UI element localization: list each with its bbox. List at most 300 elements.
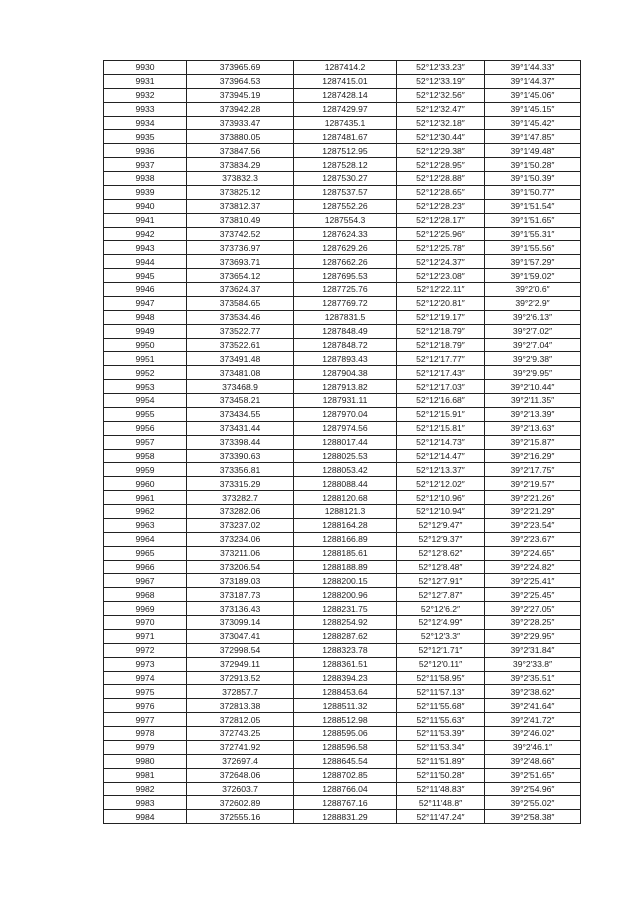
coordinates-table-body [104,61,581,824]
latitude-cell: 52°12′32.47″ [397,102,485,116]
x-coordinate-cell: 373491.48 [187,352,294,366]
x-coordinate-cell: 373624.37 [187,283,294,297]
longitude-cell: 39°1′55.31″ [485,227,581,241]
latitude-cell: 52°12′7.91″ [397,574,485,588]
latitude-cell: 52°12′33.23″ [397,61,485,75]
table-row [104,518,581,532]
point-number-cell: 9961 [104,491,187,505]
latitude-cell: 52°12′24.37″ [397,255,485,269]
latitude-cell: 52°12′8.48″ [397,560,485,574]
y-coordinate-cell: 1288231.75 [294,602,397,616]
longitude-cell: 39°2′9.95″ [485,366,581,380]
y-coordinate-cell: 1288121.3 [294,505,397,519]
longitude-cell: 39°1′59.02″ [485,269,581,283]
latitude-cell: 52°12′28.17″ [397,213,485,227]
table-row [104,477,581,491]
longitude-cell: 39°2′29.95″ [485,629,581,643]
x-coordinate-cell: 372743.25 [187,727,294,741]
point-number-cell: 9973 [104,657,187,671]
x-coordinate-cell: 372812.05 [187,713,294,727]
y-coordinate-cell: 1288595.06 [294,727,397,741]
x-coordinate-cell: 373847.56 [187,144,294,158]
x-coordinate-cell: 373390.63 [187,449,294,463]
table-row [104,463,581,477]
y-coordinate-cell: 1287629.26 [294,241,397,255]
latitude-cell: 52°11′55.63″ [397,713,485,727]
y-coordinate-cell: 1288164.28 [294,518,397,532]
x-coordinate-cell: 373810.49 [187,213,294,227]
table-row [104,754,581,768]
latitude-cell: 52°12′25.78″ [397,241,485,255]
latitude-cell: 52°12′14.73″ [397,435,485,449]
y-coordinate-cell: 1288453.64 [294,685,397,699]
y-coordinate-cell: 1287530.27 [294,172,397,186]
longitude-cell: 39°2′16.29″ [485,449,581,463]
table-row [104,213,581,227]
y-coordinate-cell: 1287913.82 [294,380,397,394]
y-coordinate-cell: 1288120.68 [294,491,397,505]
latitude-cell: 52°12′1.71″ [397,643,485,657]
x-coordinate-cell: 373736.97 [187,241,294,255]
longitude-cell: 39°2′41.64″ [485,699,581,713]
point-number-cell: 9955 [104,407,187,421]
point-number-cell: 9952 [104,366,187,380]
x-coordinate-cell: 372857.7 [187,685,294,699]
y-coordinate-cell: 1287970.04 [294,407,397,421]
table-row [104,643,581,657]
latitude-cell: 52°12′17.03″ [397,380,485,394]
table-row [104,61,581,75]
point-number-cell: 9974 [104,671,187,685]
point-number-cell: 9944 [104,255,187,269]
latitude-cell: 52°11′48.8″ [397,796,485,810]
longitude-cell: 39°2′17.75″ [485,463,581,477]
y-coordinate-cell: 1288766.04 [294,782,397,796]
longitude-cell: 39°2′46.02″ [485,727,581,741]
table-row [104,768,581,782]
latitude-cell: 52°12′4.99″ [397,616,485,630]
point-number-cell: 9969 [104,602,187,616]
longitude-cell: 39°2′28.25″ [485,616,581,630]
point-number-cell: 9951 [104,352,187,366]
x-coordinate-cell: 372741.92 [187,740,294,754]
table-row [104,699,581,713]
y-coordinate-cell: 1287528.12 [294,158,397,172]
latitude-cell: 52°11′51.89″ [397,754,485,768]
table-row [104,560,581,574]
latitude-cell: 52°12′10.94″ [397,505,485,519]
x-coordinate-cell: 373468.9 [187,380,294,394]
latitude-cell: 52°12′33.19″ [397,74,485,88]
point-number-cell: 9941 [104,213,187,227]
longitude-cell: 39°2′33.8″ [485,657,581,671]
point-number-cell: 9938 [104,172,187,186]
point-number-cell: 9932 [104,88,187,102]
y-coordinate-cell: 1288025.53 [294,449,397,463]
point-number-cell: 9966 [104,560,187,574]
point-number-cell: 9965 [104,546,187,560]
y-coordinate-cell: 1288287.62 [294,629,397,643]
longitude-cell: 39°1′50.28″ [485,158,581,172]
x-coordinate-cell: 373832.3 [187,172,294,186]
x-coordinate-cell: 373356.81 [187,463,294,477]
table-row [104,324,581,338]
table-row [104,255,581,269]
y-coordinate-cell: 1287624.33 [294,227,397,241]
table-row [104,185,581,199]
x-coordinate-cell: 373398.44 [187,435,294,449]
longitude-cell: 39°1′50.77″ [485,185,581,199]
x-coordinate-cell: 373522.77 [187,324,294,338]
x-coordinate-cell: 373315.29 [187,477,294,491]
x-coordinate-cell: 373237.02 [187,518,294,532]
y-coordinate-cell: 1287725.76 [294,283,397,297]
point-number-cell: 9954 [104,394,187,408]
latitude-cell: 52°12′7.87″ [397,588,485,602]
longitude-cell: 39°2′31.84″ [485,643,581,657]
latitude-cell: 52°12′22.11″ [397,283,485,297]
latitude-cell: 52°11′57.13″ [397,685,485,699]
y-coordinate-cell: 1288596.58 [294,740,397,754]
y-coordinate-cell: 1287554.3 [294,213,397,227]
longitude-cell: 39°1′44.33″ [485,61,581,75]
point-number-cell: 9977 [104,713,187,727]
longitude-cell: 39°2′54.96″ [485,782,581,796]
table-row [104,283,581,297]
point-number-cell: 9963 [104,518,187,532]
point-number-cell: 9943 [104,241,187,255]
y-coordinate-cell: 1288361.51 [294,657,397,671]
y-coordinate-cell: 1287552.26 [294,199,397,213]
latitude-cell: 52°12′25.96″ [397,227,485,241]
x-coordinate-cell: 373189.03 [187,574,294,588]
latitude-cell: 52°12′30.44″ [397,130,485,144]
latitude-cell: 52°12′28.88″ [397,172,485,186]
point-number-cell: 9978 [104,727,187,741]
table-row [104,366,581,380]
latitude-cell: 52°12′8.62″ [397,546,485,560]
y-coordinate-cell: 1288702.85 [294,768,397,782]
longitude-cell: 39°2′21.26″ [485,491,581,505]
point-number-cell: 9980 [104,754,187,768]
table-row [104,144,581,158]
latitude-cell: 52°12′13.37″ [397,463,485,477]
latitude-cell: 52°12′16.68″ [397,394,485,408]
point-number-cell: 9984 [104,810,187,824]
longitude-cell: 39°2′24.65″ [485,546,581,560]
latitude-cell: 52°11′53.39″ [397,727,485,741]
table-row [104,727,581,741]
y-coordinate-cell: 1288767.16 [294,796,397,810]
y-coordinate-cell: 1288200.96 [294,588,397,602]
table-row [104,796,581,810]
table-row [104,602,581,616]
longitude-cell: 39°2′58.38″ [485,810,581,824]
x-coordinate-cell: 373481.08 [187,366,294,380]
latitude-cell: 52°12′28.65″ [397,185,485,199]
table-row [104,810,581,824]
longitude-cell: 39°2′7.02″ [485,324,581,338]
longitude-cell: 39°2′35.51″ [485,671,581,685]
latitude-cell: 52°12′32.56″ [397,88,485,102]
point-number-cell: 9935 [104,130,187,144]
point-number-cell: 9956 [104,421,187,435]
point-number-cell: 9957 [104,435,187,449]
x-coordinate-cell: 373834.29 [187,158,294,172]
table-row [104,241,581,255]
point-number-cell: 9940 [104,199,187,213]
longitude-cell: 39°2′13.63″ [485,421,581,435]
y-coordinate-cell: 1287974.56 [294,421,397,435]
x-coordinate-cell: 372813.38 [187,699,294,713]
longitude-cell: 39°1′44.37″ [485,74,581,88]
point-number-cell: 9962 [104,505,187,519]
longitude-cell: 39°2′48.66″ [485,754,581,768]
point-number-cell: 9975 [104,685,187,699]
table-row [104,782,581,796]
point-number-cell: 9967 [104,574,187,588]
latitude-cell: 52°12′3.3″ [397,629,485,643]
latitude-cell: 52°12′28.23″ [397,199,485,213]
longitude-cell: 39°2′25.45″ [485,588,581,602]
table-row [104,671,581,685]
latitude-cell: 52°11′50.28″ [397,768,485,782]
x-coordinate-cell: 373187.73 [187,588,294,602]
x-coordinate-cell: 373812.37 [187,199,294,213]
point-number-cell: 9968 [104,588,187,602]
y-coordinate-cell: 1288200.15 [294,574,397,588]
latitude-cell: 52°11′48.83″ [397,782,485,796]
longitude-cell: 39°2′11.35″ [485,394,581,408]
longitude-cell: 39°2′10.44″ [485,380,581,394]
x-coordinate-cell: 372648.06 [187,768,294,782]
table-row [104,421,581,435]
x-coordinate-cell: 373964.53 [187,74,294,88]
longitude-cell: 39°2′2.9″ [485,296,581,310]
table-row [104,394,581,408]
latitude-cell: 52°12′15.81″ [397,421,485,435]
latitude-cell: 52°12′32.18″ [397,116,485,130]
y-coordinate-cell: 1288323.78 [294,643,397,657]
point-number-cell: 9939 [104,185,187,199]
table-row [104,158,581,172]
y-coordinate-cell: 1287428.14 [294,88,397,102]
table-row [104,657,581,671]
latitude-cell: 52°12′0.11″ [397,657,485,671]
latitude-cell: 52°12′29.38″ [397,144,485,158]
longitude-cell: 39°2′55.02″ [485,796,581,810]
x-coordinate-cell: 373458.21 [187,394,294,408]
x-coordinate-cell: 372949.11 [187,657,294,671]
y-coordinate-cell: 1287893.43 [294,352,397,366]
point-number-cell: 9948 [104,310,187,324]
point-number-cell: 9982 [104,782,187,796]
y-coordinate-cell: 1287414.2 [294,61,397,75]
table-row [104,449,581,463]
latitude-cell: 52°11′58.95″ [397,671,485,685]
latitude-cell: 52°11′53.34″ [397,740,485,754]
table-row [104,380,581,394]
longitude-cell: 39°2′41.72″ [485,713,581,727]
table-row [104,588,581,602]
table-row [104,130,581,144]
table-row [104,505,581,519]
longitude-cell: 39°1′45.42″ [485,116,581,130]
x-coordinate-cell: 373434.55 [187,407,294,421]
y-coordinate-cell: 1288511.32 [294,699,397,713]
y-coordinate-cell: 1288394.23 [294,671,397,685]
x-coordinate-cell: 373742.52 [187,227,294,241]
longitude-cell: 39°2′23.67″ [485,532,581,546]
longitude-cell: 39°2′23.54″ [485,518,581,532]
x-coordinate-cell: 373099.14 [187,616,294,630]
y-coordinate-cell: 1288512.98 [294,713,397,727]
x-coordinate-cell: 373942.28 [187,102,294,116]
latitude-cell: 52°12′12.02″ [397,477,485,491]
y-coordinate-cell: 1288017.44 [294,435,397,449]
longitude-cell: 39°2′9.38″ [485,352,581,366]
x-coordinate-cell: 373880.05 [187,130,294,144]
longitude-cell: 39°2′25.41″ [485,574,581,588]
point-number-cell: 9959 [104,463,187,477]
point-number-cell: 9949 [104,324,187,338]
latitude-cell: 52°12′9.37″ [397,532,485,546]
latitude-cell: 52°12′15.91″ [397,407,485,421]
x-coordinate-cell: 373522.61 [187,338,294,352]
point-number-cell: 9937 [104,158,187,172]
y-coordinate-cell: 1287848.49 [294,324,397,338]
longitude-cell: 39°2′24.82″ [485,560,581,574]
x-coordinate-cell: 373693.71 [187,255,294,269]
x-coordinate-cell: 372913.52 [187,671,294,685]
latitude-cell: 52°12′18.79″ [397,324,485,338]
table-row [104,352,581,366]
point-number-cell: 9934 [104,116,187,130]
table-row [104,199,581,213]
table-row [104,616,581,630]
longitude-cell: 39°2′7.04″ [485,338,581,352]
table-row [104,116,581,130]
x-coordinate-cell: 373534.46 [187,310,294,324]
longitude-cell: 39°2′21.29″ [485,505,581,519]
table-row [104,532,581,546]
latitude-cell: 52°11′55.68″ [397,699,485,713]
point-number-cell: 9979 [104,740,187,754]
point-number-cell: 9983 [104,796,187,810]
table-row [104,338,581,352]
y-coordinate-cell: 1287512.95 [294,144,397,158]
y-coordinate-cell: 1288166.89 [294,532,397,546]
latitude-cell: 52°12′17.43″ [397,366,485,380]
y-coordinate-cell: 1287429.97 [294,102,397,116]
longitude-cell: 39°2′51.65″ [485,768,581,782]
longitude-cell: 39°2′19.57″ [485,477,581,491]
point-number-cell: 9958 [104,449,187,463]
x-coordinate-cell: 373431.44 [187,421,294,435]
table-row [104,407,581,421]
x-coordinate-cell: 372697.4 [187,754,294,768]
y-coordinate-cell: 1288185.61 [294,546,397,560]
x-coordinate-cell: 373211.06 [187,546,294,560]
coordinates-table [103,60,581,824]
longitude-cell: 39°1′55.56″ [485,241,581,255]
longitude-cell: 39°1′51.65″ [485,213,581,227]
x-coordinate-cell: 372555.16 [187,810,294,824]
table-row [104,713,581,727]
point-number-cell: 9933 [104,102,187,116]
point-number-cell: 9972 [104,643,187,657]
latitude-cell: 52°12′18.79″ [397,338,485,352]
latitude-cell: 52°11′47.24″ [397,810,485,824]
x-coordinate-cell: 373825.12 [187,185,294,199]
table-row [104,88,581,102]
longitude-cell: 39°2′6.13″ [485,310,581,324]
longitude-cell: 39°2′38.62″ [485,685,581,699]
longitude-cell: 39°1′50.39″ [485,172,581,186]
point-number-cell: 9953 [104,380,187,394]
point-number-cell: 9964 [104,532,187,546]
x-coordinate-cell: 373584.65 [187,296,294,310]
point-number-cell: 9947 [104,296,187,310]
y-coordinate-cell: 1288088.44 [294,477,397,491]
y-coordinate-cell: 1288188.89 [294,560,397,574]
latitude-cell: 52°12′28.95″ [397,158,485,172]
x-coordinate-cell: 373945.19 [187,88,294,102]
point-number-cell: 9945 [104,269,187,283]
y-coordinate-cell: 1288645.54 [294,754,397,768]
latitude-cell: 52°12′10.96″ [397,491,485,505]
table-row [104,435,581,449]
point-number-cell: 9946 [104,283,187,297]
table-row [104,685,581,699]
table-row [104,227,581,241]
latitude-cell: 52°12′9.47″ [397,518,485,532]
point-number-cell: 9950 [104,338,187,352]
longitude-cell: 39°2′15.87″ [485,435,581,449]
y-coordinate-cell: 1287435.1 [294,116,397,130]
point-number-cell: 9976 [104,699,187,713]
table-row [104,296,581,310]
y-coordinate-cell: 1287695.53 [294,269,397,283]
longitude-cell: 39°1′45.15″ [485,102,581,116]
x-coordinate-cell: 373965.69 [187,61,294,75]
longitude-cell: 39°2′13.39″ [485,407,581,421]
x-coordinate-cell: 373206.54 [187,560,294,574]
y-coordinate-cell: 1288831.29 [294,810,397,824]
y-coordinate-cell: 1287931.11 [294,394,397,408]
longitude-cell: 39°2′27.05″ [485,602,581,616]
y-coordinate-cell: 1287904.38 [294,366,397,380]
longitude-cell: 39°1′57.29″ [485,255,581,269]
table-row [104,740,581,754]
longitude-cell: 39°2′0.6″ [485,283,581,297]
table-row [104,172,581,186]
y-coordinate-cell: 1288254.92 [294,616,397,630]
y-coordinate-cell: 1288053.42 [294,463,397,477]
point-number-cell: 9981 [104,768,187,782]
longitude-cell: 39°1′45.06″ [485,88,581,102]
y-coordinate-cell: 1287481.67 [294,130,397,144]
latitude-cell: 52°12′14.47″ [397,449,485,463]
table-row [104,310,581,324]
latitude-cell: 52°12′23.08″ [397,269,485,283]
longitude-cell: 39°2′46.1″ [485,740,581,754]
table-row [104,629,581,643]
x-coordinate-cell: 373234.06 [187,532,294,546]
latitude-cell: 52°12′17.77″ [397,352,485,366]
y-coordinate-cell: 1287831.5 [294,310,397,324]
point-number-cell: 9960 [104,477,187,491]
